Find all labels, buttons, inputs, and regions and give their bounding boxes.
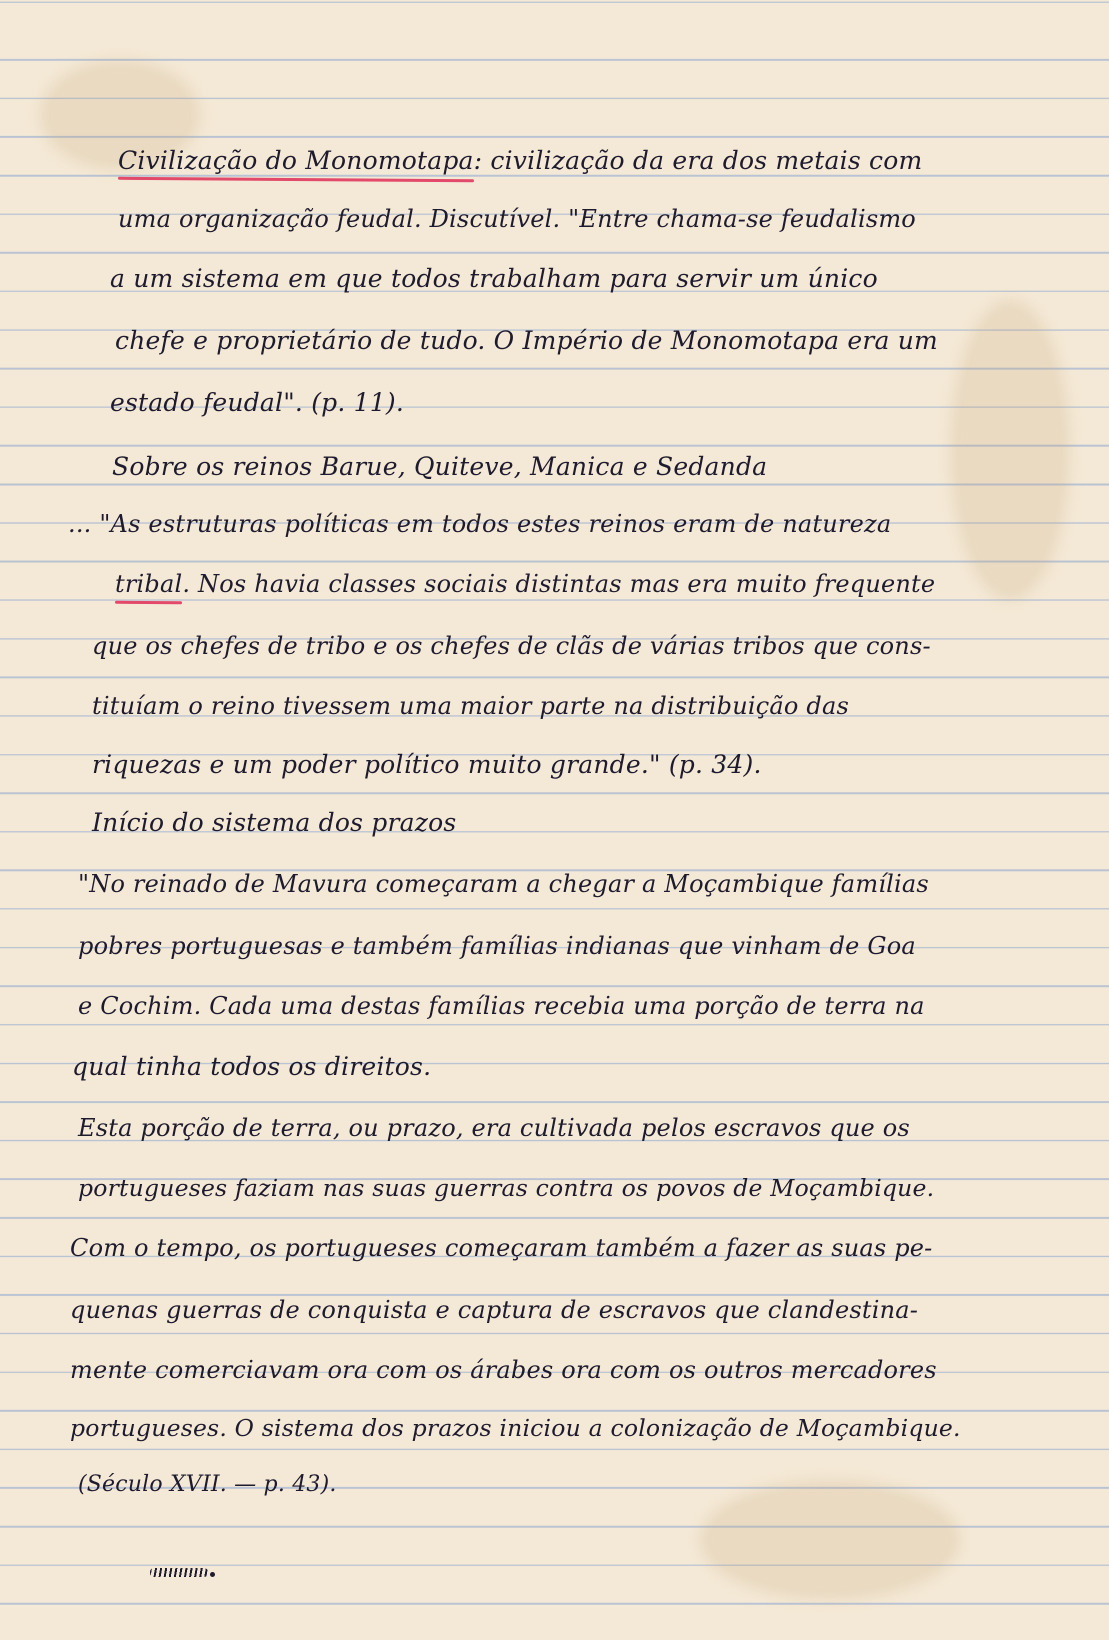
text-line-5: estado feudal". (p. 11).	[110, 388, 404, 417]
text-line-18: portugueses faziam nas suas guerras contra os povos de Moçambique.	[78, 1174, 935, 1202]
ink-dot	[210, 1572, 215, 1577]
text-line-13: "No reinado de Mavura começaram a chegar a Moçambique famílias	[78, 870, 929, 898]
text-line-15: e Cochim. Cada uma destas famílias recebia uma porção de terra na	[78, 992, 925, 1020]
text-line-3: a um sistema em que todos trabalham para servir um único	[110, 264, 878, 293]
text-line-10: tituíam o reino tivessem uma maior parte na distribuição das	[92, 692, 849, 720]
text-line-2: uma organização feudal. Discutível. "Entre chama-se feudalismo	[118, 205, 916, 233]
text-line-8: tribal . Nos havia classes sociais distintas mas era muito frequente	[115, 570, 935, 598]
text-line-20: quenas guerras de conquista e captura de escravos que clandestina-	[70, 1296, 919, 1324]
text-line-17: Esta porção de terra, ou prazo, era cultivada pelos escravos que os	[78, 1114, 910, 1142]
text-line-12: Início do sistema dos prazos	[92, 808, 457, 837]
text-line-22: portugueses. O sistema dos prazos iniciou a colonização de Moçambique.	[70, 1414, 961, 1442]
crossed-out-scribble	[150, 1568, 208, 1577]
text-line-23: (Século XVII. — p. 43).	[78, 1472, 337, 1497]
red-underline	[118, 177, 474, 182]
underlined-word: tribal	[115, 570, 182, 598]
text-line-16: qual tinha todos os direitos.	[72, 1052, 432, 1081]
text-line-4: chefe e proprietário de tudo. O Império de Monomotapa era um	[115, 326, 938, 355]
text-line-7: ... "As estruturas políticas em todos estes reinos eram de natureza	[68, 510, 892, 538]
red-underline	[115, 601, 182, 604]
underlined-phrase: Civilização do Monomotapa	[118, 146, 474, 175]
text-line-9: que os chefes de tribo e os chefes de clãs de várias tribos que cons-	[92, 632, 931, 660]
text-line-19: Com o tempo, os portugueses começaram também a fazer as suas pe-	[70, 1234, 933, 1262]
text-line-1: Civilização do Monomotapa : civilização da era dos metais com	[118, 146, 922, 175]
text-line-14: pobres portuguesas e também famílias indianas que vinham de Goa	[78, 932, 916, 960]
text-line-21: mente comerciavam ora com os árabes ora com os outros mercadores	[70, 1356, 937, 1384]
text-line-6: Sobre os reinos Barue, Quiteve, Manica e Sedanda	[112, 452, 768, 481]
text-line-11: riquezas e um poder político muito grande." (p. 34).	[92, 750, 762, 779]
